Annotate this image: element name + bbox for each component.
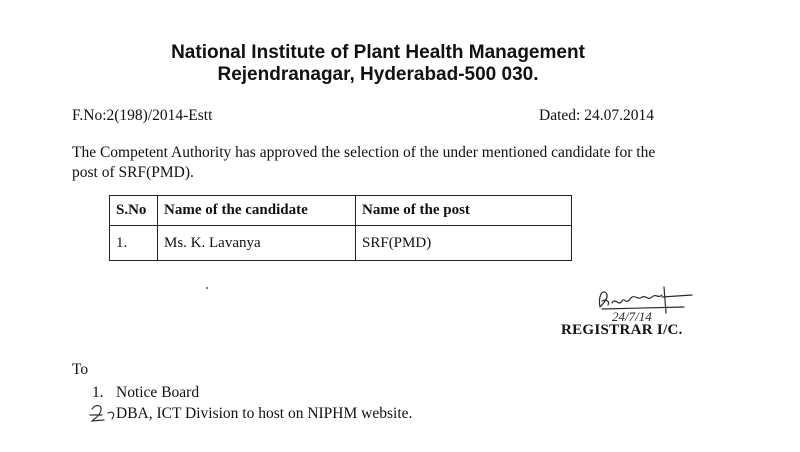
col-header-candidate: Name of the candidate (158, 196, 356, 226)
file-number: F.No:2(198)/2014-Estt (72, 107, 213, 124)
list-item-text: DBA, ICT Division to host on NIPHM website. (116, 405, 413, 422)
col-header-sno: S.No (110, 196, 158, 226)
body-line-1: The Competent Authority has approved the selection of the under mentioned candidate for the (72, 144, 656, 161)
date: Dated: 24.07.2014 (539, 107, 654, 124)
selection-table (109, 195, 572, 261)
table-header-row (110, 196, 572, 226)
handwritten-number-two (88, 403, 118, 425)
body-line-2: post of SRF(PMD). (72, 164, 194, 181)
cell-post: SRF(PMD) (356, 226, 572, 261)
list-item (92, 403, 412, 424)
col-header-post: Name of the post (356, 196, 572, 226)
list-item (92, 382, 412, 403)
cell-candidate: Ms. K. Lavanya (158, 226, 356, 261)
recipient-list (92, 382, 412, 424)
stray-mark (206, 287, 208, 289)
signature-date: 24/7/14 (612, 309, 652, 324)
table-row (110, 226, 572, 261)
institute-name: National Institute of Plant Health Management (171, 42, 585, 63)
registrar-title: REGISTRAR I/C. (561, 322, 683, 338)
list-item-number: 1. (92, 384, 104, 401)
to-label: To (72, 361, 89, 378)
institute-address: Rejendranagar, Hyderabad-500 030. (217, 64, 539, 85)
cell-sno: 1. (110, 226, 158, 261)
list-item-text: Notice Board (116, 384, 200, 401)
signature (592, 283, 702, 325)
